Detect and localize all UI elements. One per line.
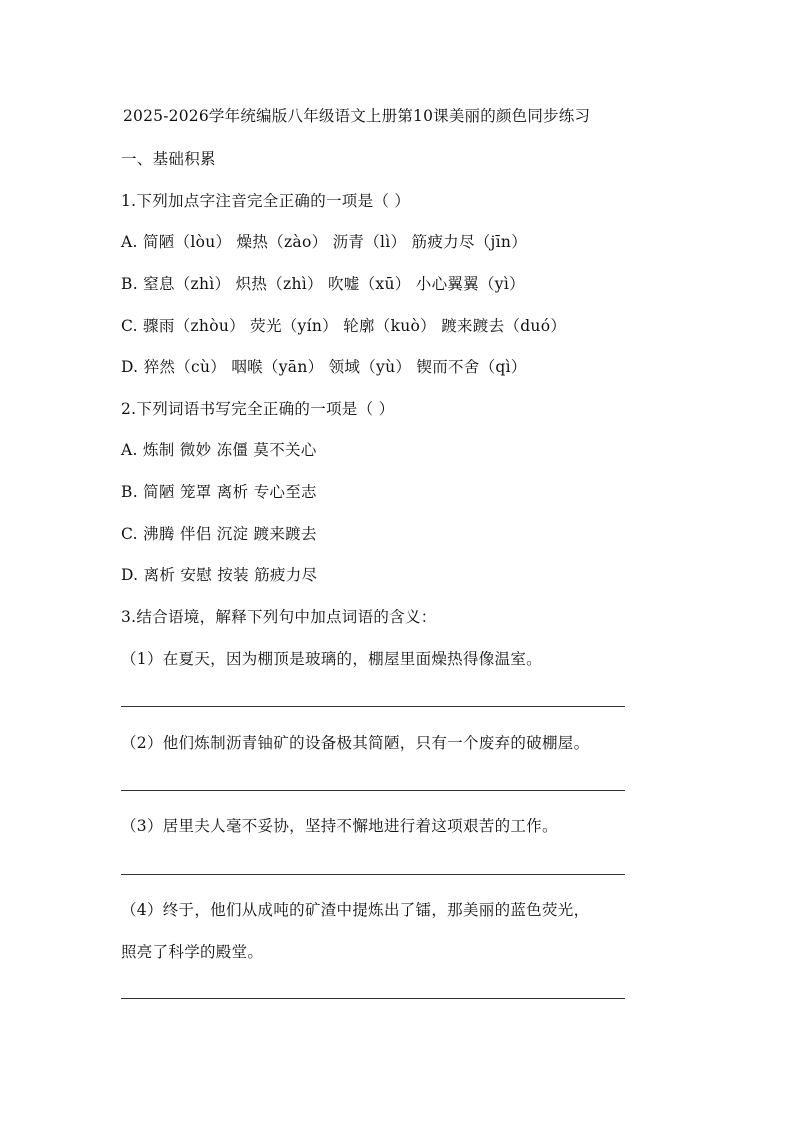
question-2-option-c: C. 沸腾 伴侣 沉淀 踱来踱去	[121, 525, 317, 543]
answer-line-2[interactable]	[121, 790, 625, 791]
question-1-option-b: B. 窒息（zhì） 炽热（zhì） 吹嘘（xū） 小心翼翼（yì）	[121, 275, 525, 293]
question-3-item-2: （2）他们炼制沥青铀矿的设备极其简陋，只有一个废弃的破棚屋。	[121, 734, 590, 752]
question-1-option-a: A. 简陋（lòu） 燥热（zào） 沥青（lì） 筋疲力尽（jīn）	[121, 233, 528, 251]
question-3-item-4-continued: 照亮了科学的殿堂。	[121, 943, 264, 961]
question-2-option-a: A. 炼制 微妙 冻僵 莫不关心	[121, 441, 317, 459]
page-title: 2025-2026学年统编版八年级语文上册第10课美丽的颜色同步练习	[123, 107, 591, 125]
question-1-option-c: C. 骤雨（zhòu） 荧光（yín） 轮廓（kuò） 踱来踱去（duó）	[121, 317, 567, 335]
question-3-item-3: （3）居里夫人毫不妥协，坚持不懈地进行着这项艰苦的工作。	[121, 817, 558, 835]
answer-line-1[interactable]	[121, 706, 625, 707]
question-2-option-d: D. 离析 安慰 按装 筋疲力尽	[121, 566, 318, 584]
question-3-item-1: （1）在夏天，因为棚顶是玻璃的，棚屋里面燥热得像温室。	[121, 650, 542, 668]
question-1-stem: 1.下列加点字注音完全正确的一项是（ ）	[121, 192, 411, 210]
question-2-option-b: B. 简陋 笼罩 离析 专心至志	[121, 483, 317, 501]
question-3-item-4: （4）终于，他们从成吨的矿渣中提炼出了镭，那美丽的蓝色荧光，	[121, 901, 590, 919]
answer-line-4[interactable]	[121, 998, 625, 999]
question-2-stem: 2.下列词语书写完全正确的一项是（ ）	[121, 400, 395, 418]
question-1-option-d: D. 猝然（cù） 咽喉（yān） 领域（yù） 锲而不舍（qì）	[121, 358, 527, 376]
section-heading: 一、基础积累	[121, 150, 216, 168]
question-3-stem: 3.结合语境，解释下列句中加点词语的含义：	[121, 608, 437, 626]
answer-line-3[interactable]	[121, 874, 625, 875]
